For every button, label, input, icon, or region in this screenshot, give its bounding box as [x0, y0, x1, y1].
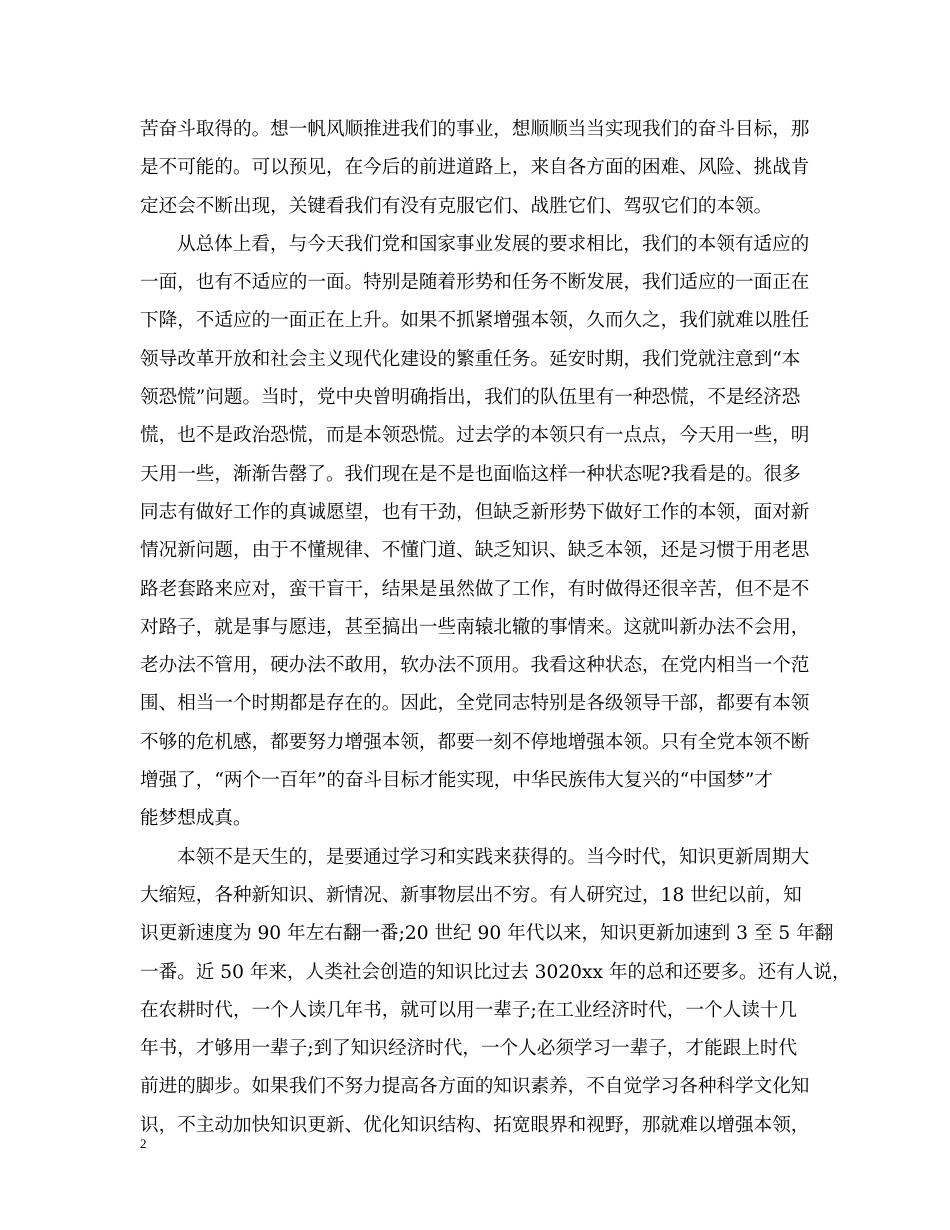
text-line: 下降，不适应的一面正在上升。如果不抓紧增强本领，久而久之，我们就难以胜任	[140, 310, 810, 332]
paragraph-first-line: 从总体上看，与今天我们党和国家事业发展的要求相比，我们的本领有适应的	[177, 233, 810, 255]
paragraph-first-line: 本领不是天生的，是要通过学习和实践来获得的。当今时代，知识更新周期大	[177, 846, 810, 868]
text-line: 苦奋斗取得的。想一帆风顺推进我们的事业，想顺顺当当实现我们的奋斗目标，那	[140, 119, 810, 140]
text-line: 大缩短，各种新知识、新情况、新事物层出不穷。有人研究过，18 世纪以前，知	[140, 884, 802, 906]
text-line: 围、相当一个时期都是存在的。因此，全党同志特别是各级领导干部，都要有本领	[140, 693, 810, 715]
text-line: 领恐慌”问题。当时，党中央曾明确指出，我们的队伍里有一种恐慌，不是经济恐	[140, 387, 801, 409]
text-line: 能梦想成真。	[140, 808, 252, 830]
text-line: 慌，也不是政治恐慌，而是本领恐慌。过去学的本领只有一点点，今天用一些，明	[140, 425, 810, 447]
text-line: 在农耕时代，一个人读几年书，就可以用一辈子;在工业经济时代，一个人读十几	[140, 999, 798, 1021]
text-line: 对路子，就是事与愿违，甚至搞出一些南辕北辙的事情来。这就叫新办法不会用，	[140, 616, 810, 638]
text-line: 不够的危机感，都要努力增强本领，都要一刻不停地增强本领。只有全党本领不断	[140, 731, 810, 753]
text-line: 领导改革开放和社会主义现代化建设的繁重任务。延安时期，我们党就注意到“本	[140, 348, 801, 370]
text-line: 情况新问题，由于不懂规律、不懂门道、缺乏知识、缺乏本领，还是习惯于用老思	[140, 540, 810, 562]
page-number: 2	[140, 1136, 147, 1151]
text-line: 识更新速度为 90 年左右翻一番;20 世纪 90 年代以来，知识更新加速到 3 至 5 年翻	[140, 923, 834, 945]
text-line: 天用一些，渐渐告罄了。我们现在是不是也面临这样一种状态呢?我看是的。很多	[140, 463, 801, 485]
text-line: 是不可能的。可以预见，在今后的前进道路上，来自各方面的困难、风险、挑战肯	[140, 157, 810, 179]
text-line: 老办法不管用，硬办法不敢用，软办法不顶用。我看这种状态，在党内相当一个范	[140, 655, 810, 677]
text-line: 年书，才够用一辈子;到了知识经济时代，一个人必须学习一辈子，才能跟上时代	[140, 1038, 798, 1060]
text-line: 同志有做好工作的真诚愿望，也有干劲，但缺乏新形势下做好工作的本领，面对新	[140, 501, 810, 523]
text-line: 一番。近 50 年来，人类社会创造的知识比过去 3020xx 年的总和还要多。还有人说，	[140, 961, 851, 983]
body-text	[140, 111, 851, 1145]
text-line: 增强了，“两个一百年”的奋斗目标才能实现，中华民族伟大复兴的“中国梦”才	[140, 770, 774, 792]
text-line: 识，不主动加快知识更新、优化知识结构、拓宽眼界和视野，那就难以增强本领，	[140, 1114, 810, 1136]
text-line: 前进的脚步。如果我们不努力提高各方面的知识素养，不自觉学习各种科学文化知	[140, 1076, 810, 1098]
text-line: 路老套路来应对，蛮干盲干，结果是虽然做了工作，有时做得还很辛苦，但不是不	[140, 578, 810, 600]
text-line: 定还会不断出现，关键看我们有没有克服它们、战胜它们、驾驭它们的本领。	[140, 195, 773, 217]
text-line: 一面，也有不适应的一面。特别是随着形势和任务不断发展，我们适应的一面正在	[140, 272, 810, 294]
